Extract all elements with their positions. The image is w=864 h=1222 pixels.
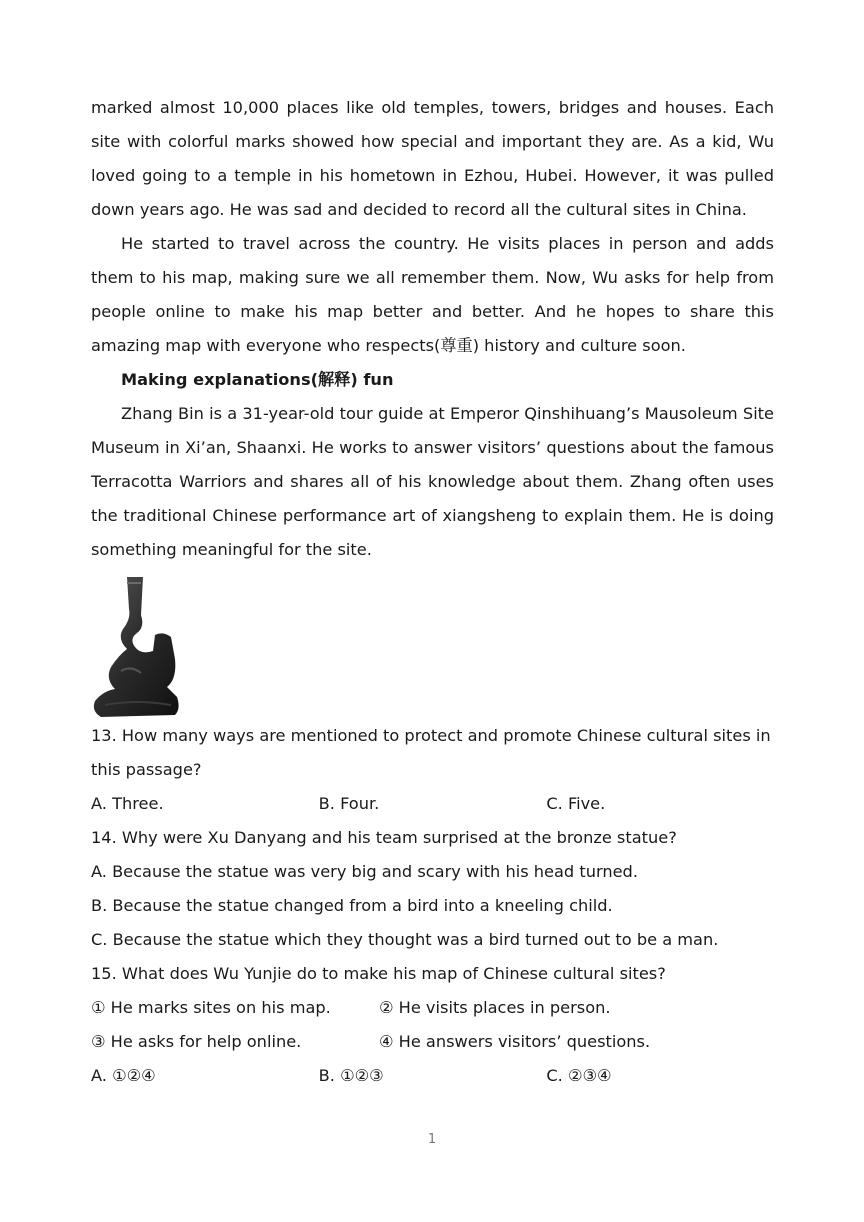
question-13-options (91, 787, 774, 821)
paragraph-wu-map: marked almost 10,000 places like old temples, towers, bridges and houses. Each site with colorful marks showed how special and important they are. As a kid, Wu loved going to a temple in his hometown in Ezhou, Hubei. However, it was pulled down years ago. He was sad and decided to record all the cultural sites in China. (91, 98, 774, 219)
option-a: A. Three. (91, 794, 164, 813)
item-4: ④ He answers visitors’ questions. (379, 1032, 651, 1051)
section-heading: Making explanations(解释) fun (121, 370, 394, 389)
question-15-items-row-2 (91, 1025, 774, 1059)
option-a: A. Because the statue was very big and scary with his head turned. (91, 862, 638, 881)
bronze-statue-figure (91, 575, 181, 720)
page-number: 1 (427, 1132, 437, 1147)
paragraph-wu-travel: He started to travel across the country. He visits places in person and adds them to his map, making sure we all remember them. Now, Wu asks for help from people online to make his map better and better. And he hopes to share this amazing map with everyone who respects(尊重) history and culture soon. (91, 234, 774, 355)
document-page (91, 91, 774, 1093)
bronze-statue-image (91, 567, 774, 719)
item-1: ① He marks sites on his map. (91, 998, 331, 1017)
question-15-stem: 15. What does Wu Yunjie do to make his map of Chinese cultural sites? (91, 964, 666, 983)
question-15-options (91, 1059, 774, 1093)
question-15-items-row-1 (91, 991, 774, 1025)
question-13-stem: 13. How many ways are mentioned to protect and promote Chinese cultural sites in this passage? (91, 726, 771, 779)
option-b: B. Four. (318, 794, 380, 813)
option-c: C. ②③④ (546, 1066, 612, 1085)
option-b: B. Because the statue changed from a bird into a kneeling child. (91, 896, 613, 915)
option-c: C. Because the statue which they thought was a bird turned out to be a man. (91, 930, 719, 949)
option-c: C. Five. (546, 794, 606, 813)
option-a: A. ①②④ (91, 1066, 156, 1085)
item-3: ③ He asks for help online. (91, 1032, 302, 1051)
option-b: B. ①②③ (318, 1066, 384, 1085)
question-14-stem: 14. Why were Xu Danyang and his team surprised at the bronze statue? (91, 828, 677, 847)
paragraph-zhang-bin: Zhang Bin is a 31-year-old tour guide at Emperor Qinshihuang’s Mausoleum Site Museum in Xi’an, Shaanxi. He works to answer visitors’ questions about the famous Terracotta Warriors and shares all of his knowledge about them. Zhang often uses the traditional Chinese performance art of xiangsheng to explain them. He is doing something meaningful for the site. (91, 404, 774, 559)
item-2: ② He visits places in person. (379, 998, 611, 1017)
